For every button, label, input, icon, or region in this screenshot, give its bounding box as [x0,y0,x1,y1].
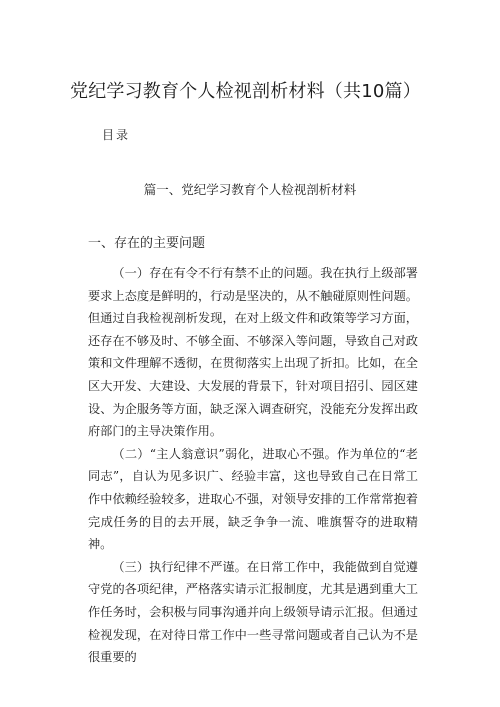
document-title: 党纪学习教育个人检视剖析材料（共10篇） [70,81,421,102]
table-of-contents-label: 目录 [102,128,131,142]
body-text [88,262,418,669]
section-title: 篇一、党纪学习教育个人检视剖析材料 [143,182,357,197]
paragraph-1: （一）存在有令不行有禁不止的问题。我在执行上级部署要求上态度是鲜明的，行动是坚决的，从不触碰原则性问题。但通过自我检视剖析发现，在对上级文件和政策等学习方面，还存在不够及时、不够全面、不够深入等问题，导致自己对政策和文件理解不透彻，在贯彻落实上出现了折扣。比如，在全区大开发、大建设、大发展的背景下，针对项目招引、园区建设、为企服务等方面，缺乏深入调查研究，没能充分发挥出政府部门的主导决策作用。 [88,266,418,439]
paragraph-3: （三）执行纪律不严谨。在日常工作中，我能做到自觉遵守党的各项纪律，严格落实请示汇报制度，尤其是遇到重大工作任务时，会积极与同事沟通并向上级领导请示汇报。但通过检视发现，在对待日常工作中一些寻常问题或者自己认为不是很重要的 [88,559,418,665]
paragraph-2: （二）“主人翁意识”弱化，进取心不强。作为单位的“老同志”，自认为见多识广、经验丰富，这也导致自己在日常工作中依赖经验较多，进取心不强，对领导安排的工作常常抱着完成任务的目的去开展，缺乏争争一流、唯旗誓夺的进取精神。 [88,446,418,552]
heading-main-problems: 一、存在的主要问题 [88,236,206,251]
